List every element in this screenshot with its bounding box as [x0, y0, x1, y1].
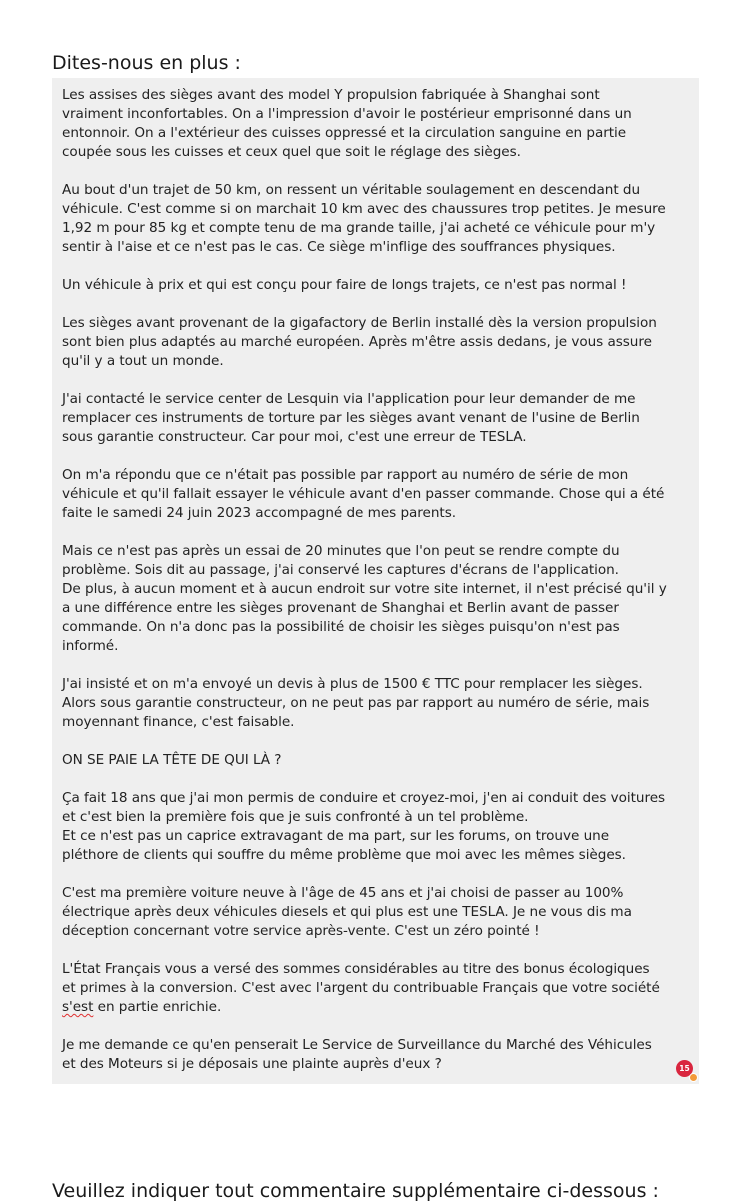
textarea-paragraph-13: Je me demande ce qu'en penserait Le Service de Surveillance du Marché des Véhicules et des Moteurs si je déposais une plainte auprès d'eux ?: [62, 1037, 652, 1072]
section-heading-comment: Veuillez indiquer tout commentaire supplémentaire ci-dessous :: [52, 1180, 659, 1202]
spellcheck-misspelled-word[interactable]: s'est: [62, 999, 94, 1015]
textarea-paragraph-6: On m'a répondu que ce n'était pas possible par rapport au numéro de série de mon véhicule et qu'il fallait essayer le véhicule avant d'en passer commande. Chose qui a été faite le samedi 24 juin 2023 accompagné de mes parents.: [62, 467, 665, 521]
textarea-paragraph-1: Les assises des sièges avant des model Y propulsion fabriquée à Shanghai sont vraiment inconfortables. On a l'impression d'avoir le postérieur emprisonné dans un entonnoir. On a l'extérieur des cuisses oppressé et la circulation sanguine en partie coupée sous les cuisses et ceux quel que soit le réglage des sièges.: [62, 87, 632, 160]
textarea-paragraph-9: ON SE PAIE LA TÊTE DE QUI LÀ ?: [62, 752, 282, 768]
textarea-paragraph-8: J'ai insisté et on m'a envoyé un devis à plus de 1500 € TTC pour remplacer les sièges. Alors sous garantie constructeur, on ne peut pas par rapport au numéro de série, mais moyennant finance, c'est faisable.: [62, 676, 650, 730]
grammar-check-badge[interactable]: 15: [676, 1060, 693, 1077]
textarea-paragraph-4: Les sièges avant provenant de la gigafactory de Berlin installé dès la version propulsion sont bien plus adaptés au marché européen. Après m'être assis dedans, je vous assure qu'il y a tout un monde.: [62, 315, 657, 369]
paragraph-12-line-2: et primes à la conversion. C'est avec l'argent du contribuable Français que votre société: [62, 980, 660, 996]
paragraph-12-line-1: L'État Français vous a versé des sommes considérables au titre des bonus écologiques: [62, 961, 650, 977]
textarea-paragraph-5: J'ai contacté le service center de Lesquin via l'application pour leur demander de me remplacer ces instruments de torture par les sièges avant venant de l'usine de Berlin sous garantie constructeur. Car pour moi, c'est une erreur de TESLA.: [62, 391, 640, 445]
textarea-paragraph-7: Mais ce n'est pas après un essai de 20 minutes que l'on peut se rendre compte du problème. Sois dit au passage, j'ai conservé les captures d'écrans de l'application. De plus, à aucun moment et à aucun endroit sur votre site internet, il n'est précisé qu'il y a une différence entre les sièges provenant de Shanghai et Berlin avant de passer commande. On n'a donc pas la possibilité de choisir les sièges puisqu'on n'est pas informé.: [62, 543, 667, 654]
paragraph-12-rest: en partie enrichie.: [93, 999, 222, 1015]
textarea-paragraph-3: Un véhicule à prix et qui est conçu pour faire de longs trajets, ce n'est pas normal !: [62, 277, 627, 293]
textarea-paragraph-11: C'est ma première voiture neuve à l'âge de 45 ans et j'ai choisi de passer au 100% électrique après deux véhicules diesels et qui plus est une TESLA. Je ne vous dis ma déception concernant votre service après-vente. C'est un zéro pointé !: [62, 885, 632, 939]
grammar-status-dot-icon: [689, 1073, 698, 1082]
section-heading-more: Dites-nous en plus :: [52, 52, 241, 74]
details-textarea[interactable]: [52, 78, 699, 1084]
textarea-paragraph-10: Ça fait 18 ans que j'ai mon permis de conduire et croyez-moi, j'en ai conduit des voitures et c'est bien la première fois que je suis confronté à un tel problème. Et ce n'est pas un caprice extravagant de ma part, sur les forums, on trouve une pléthore de clients qui souffre du même problème que moi avec les mêmes sièges.: [62, 790, 666, 863]
textarea-paragraph-12: [62, 960, 689, 1017]
textarea-paragraph-2: Au bout d'un trajet de 50 km, on ressent un véritable soulagement en descendant du véhicule. C'est comme si on marchait 10 km avec des chaussures trop petites. Je mesure 1,92 m pour 85 kg et compte tenu de ma grande taille, j'ai acheté ce véhicule pour m'y sentir à l'aise et ce n'est pas le cas. Ce siège m'inflige des souffrances physiques.: [62, 182, 666, 255]
